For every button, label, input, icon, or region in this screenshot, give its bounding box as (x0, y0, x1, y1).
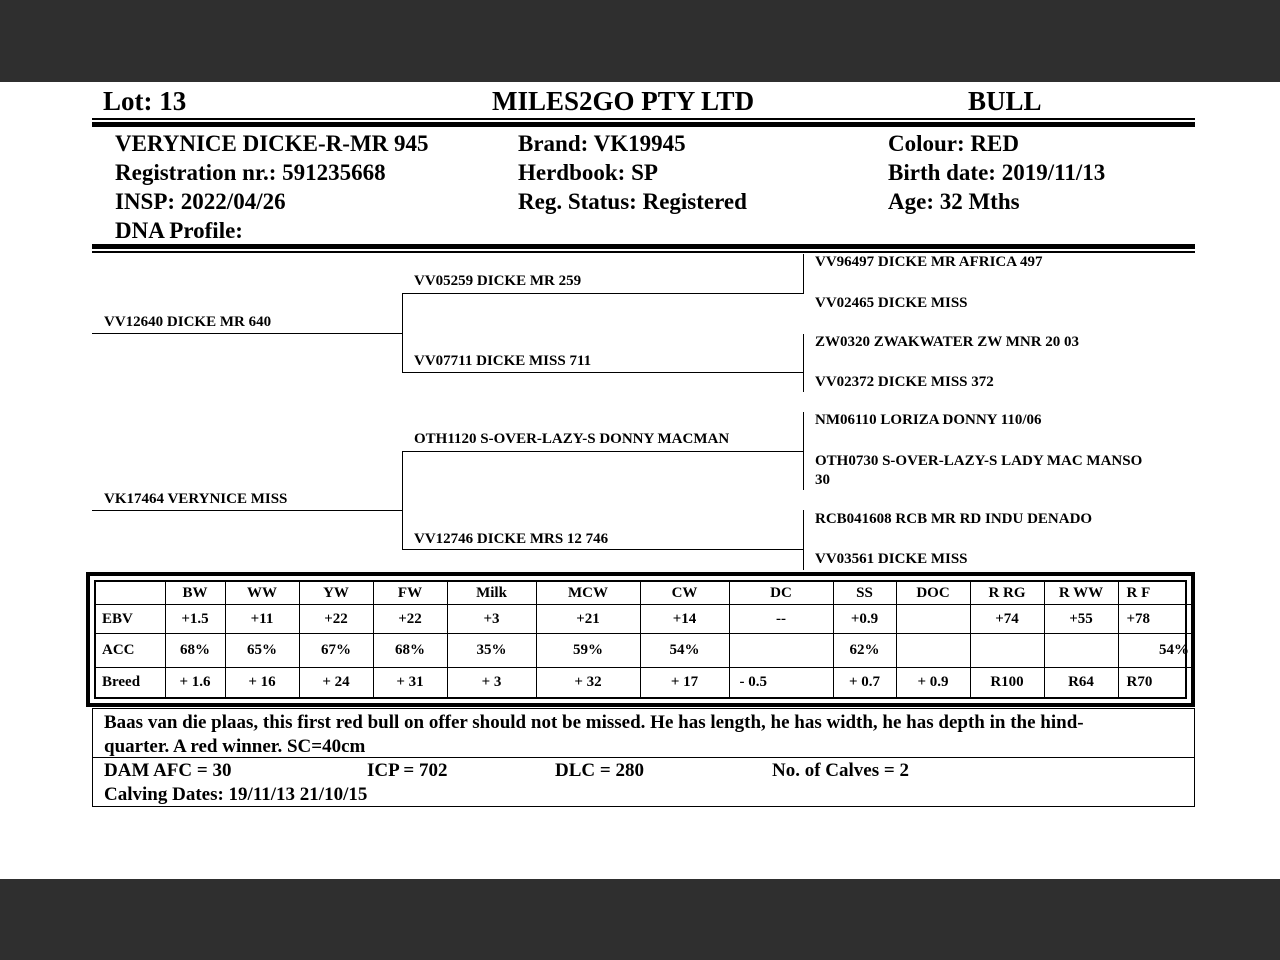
ebv-cell: +74 (970, 605, 1044, 634)
ebv-cell: R64 (1044, 668, 1118, 698)
ebv-col-header: SS (833, 582, 896, 605)
pedigree-ggp-5: NM06110 LORIZA DONNY 110/06 (815, 412, 1042, 428)
ebv-cell (1044, 634, 1118, 668)
ebv-col-header: R WW (1044, 582, 1118, 605)
ebv-col-header: WW (225, 582, 299, 605)
ebv-col-header: DC (729, 582, 833, 605)
ebv-col-header: YW (299, 582, 373, 605)
ebv-header-row (96, 582, 1191, 605)
ebv-cell: 68% (373, 634, 447, 668)
ebv-cell: - 0.5 (729, 668, 833, 698)
ebv-row (96, 634, 1191, 668)
ebv-cell (896, 634, 970, 668)
ebv-cell: -- (729, 605, 833, 634)
ebv-cell: +14 (640, 605, 729, 634)
ebv-col-header (96, 582, 165, 605)
dam-afc: DAM AFC = 30 (104, 760, 232, 781)
ebv-col-header: R RG (970, 582, 1044, 605)
pedigree-line (402, 549, 804, 550)
pedigree-line (402, 293, 804, 294)
ebv-col-header: Milk (447, 582, 536, 605)
animal-name: VERYNICE DICKE-R-MR 945 (115, 131, 429, 156)
pedigree-bracket (402, 452, 403, 550)
ebv-cell (729, 634, 833, 668)
pedigree-line (92, 333, 403, 334)
ebv-row (96, 668, 1191, 698)
pedigree-ggp-6: OTH0730 S-OVER-LAZY-S LADY MAC MANSO (815, 453, 1143, 469)
ebv-cell: + 0.7 (833, 668, 896, 698)
pedigree-sire-dam: VV07711 DICKE MISS 711 (414, 353, 592, 369)
ebv-cell (970, 634, 1044, 668)
pedigree-bracket (402, 294, 403, 373)
ebv-cell: +78 (1118, 605, 1191, 634)
ebv-table (96, 582, 1191, 698)
ebv-col-header: DOC (896, 582, 970, 605)
ebv-cell: + 24 (299, 668, 373, 698)
pedigree-ggp-6-cont: 30 (815, 472, 830, 488)
pedigree-sire-sire: VV05259 DICKE MR 259 (414, 273, 582, 289)
pedigree-line (92, 510, 403, 511)
ebv-row-label: EBV (96, 605, 165, 634)
ebv-cell: R100 (970, 668, 1044, 698)
top-dark-margin (0, 0, 1280, 82)
ebv-cell: 59% (536, 634, 640, 668)
pedigree-ggp-7: RCB041608 RCB MR RD INDU DENADO (815, 511, 1093, 527)
pedigree-dam: VK17464 VERYNICE MISS (104, 491, 288, 507)
ebv-cell: R70 (1118, 668, 1191, 698)
brand: Brand: VK19945 (518, 131, 686, 156)
ebv-row (96, 605, 1191, 634)
dna-profile: DNA Profile: (115, 218, 243, 243)
ebv-cell: 54% (1118, 634, 1191, 668)
registration-status: Reg. Status: Registered (518, 189, 747, 214)
ebv-cell: +1.5 (165, 605, 225, 634)
ebv-cell: +0.9 (833, 605, 896, 634)
colour: Colour: RED (888, 131, 1019, 156)
ebv-cell: + 32 (536, 668, 640, 698)
catalogue-page (0, 82, 1280, 879)
number-of-calves: No. of Calves = 2 (772, 760, 909, 781)
bottom-dark-margin (0, 879, 1280, 960)
ebv-cell: + 31 (373, 668, 447, 698)
pedigree-bracket (803, 510, 804, 570)
comment-divider (93, 757, 1194, 758)
herdbook: Herdbook: SP (518, 160, 658, 185)
ebv-cell: 62% (833, 634, 896, 668)
ebv-cell: 35% (447, 634, 536, 668)
seller-name: MILES2GO PTY LTD (492, 86, 755, 116)
icp: ICP = 702 (367, 760, 448, 781)
inspection-date: INSP: 2022/04/26 (115, 189, 286, 214)
ebv-cell: +21 (536, 605, 640, 634)
ebv-cell: +22 (299, 605, 373, 634)
pedigree-ggp-1: VV96497 DICKE MR AFRICA 497 (815, 254, 1043, 270)
ebv-cell: +11 (225, 605, 299, 634)
ebv-col-header: FW (373, 582, 447, 605)
pedigree-bracket (803, 334, 804, 392)
pedigree-line (402, 451, 804, 452)
pedigree-dam-sire: OTH1120 S-OVER-LAZY-S DONNY MACMAN (414, 431, 730, 447)
pedigree-line (402, 372, 804, 373)
birth-date: Birth date: 2019/11/13 (888, 160, 1106, 185)
header-rule-thin (92, 118, 1195, 120)
pedigree-ggp-4: VV02372 DICKE MISS 372 (815, 374, 994, 390)
ebv-cell: + 3 (447, 668, 536, 698)
ebv-cell: + 1.6 (165, 668, 225, 698)
pedigree-ggp-3: ZW0320 ZWAKWATER ZW MNR 20 03 (815, 334, 1080, 350)
details-rule-thin (92, 251, 1195, 253)
pedigree-bracket (803, 412, 804, 490)
calving-dates: Calving Dates: 19/11/13 21/10/15 (104, 784, 368, 805)
ebv-cell: 65% (225, 634, 299, 668)
ebv-cell: + 16 (225, 668, 299, 698)
comment-box (92, 708, 1195, 807)
comment-line-1: Baas van die plaas, this first red bull on offer should not be missed. He has length, he has width, he has depth in the hind- (104, 712, 1084, 733)
registration-number: Registration nr.: 591235668 (115, 160, 386, 185)
header-rule-thick (92, 122, 1195, 127)
pedigree-ggp-8: VV03561 DICKE MISS (815, 551, 968, 567)
ebv-cell: 67% (299, 634, 373, 668)
ebv-row-label: ACC (96, 634, 165, 668)
ebv-cell: + 17 (640, 668, 729, 698)
ebv-cell: + 0.9 (896, 668, 970, 698)
ebv-row-label: Breed (96, 668, 165, 698)
pedigree-dam-dam: VV12746 DICKE MRS 12 746 (414, 531, 609, 547)
ebv-col-header: R F (1118, 582, 1191, 605)
ebv-col-header: MCW (536, 582, 640, 605)
animal-category: BULL (968, 86, 1042, 116)
pedigree-bracket (803, 254, 804, 294)
ebv-cell: +3 (447, 605, 536, 634)
ebv-cell: +22 (373, 605, 447, 634)
pedigree-ggp-2: VV02465 DICKE MISS (815, 295, 968, 311)
age: Age: 32 Mths (888, 189, 1020, 214)
dlc: DLC = 280 (555, 760, 644, 781)
lot-number: Lot: 13 (103, 86, 187, 116)
ebv-col-header: CW (640, 582, 729, 605)
pedigree-sire: VV12640 DICKE MR 640 (104, 314, 272, 330)
ebv-col-header: BW (165, 582, 225, 605)
ebv-cell: 54% (640, 634, 729, 668)
ebv-cell: +55 (1044, 605, 1118, 634)
details-rule-thick (92, 244, 1195, 249)
ebv-cell (896, 605, 970, 634)
comment-line-2: quarter. A red winner. SC=40cm (104, 736, 366, 757)
ebv-cell: 68% (165, 634, 225, 668)
